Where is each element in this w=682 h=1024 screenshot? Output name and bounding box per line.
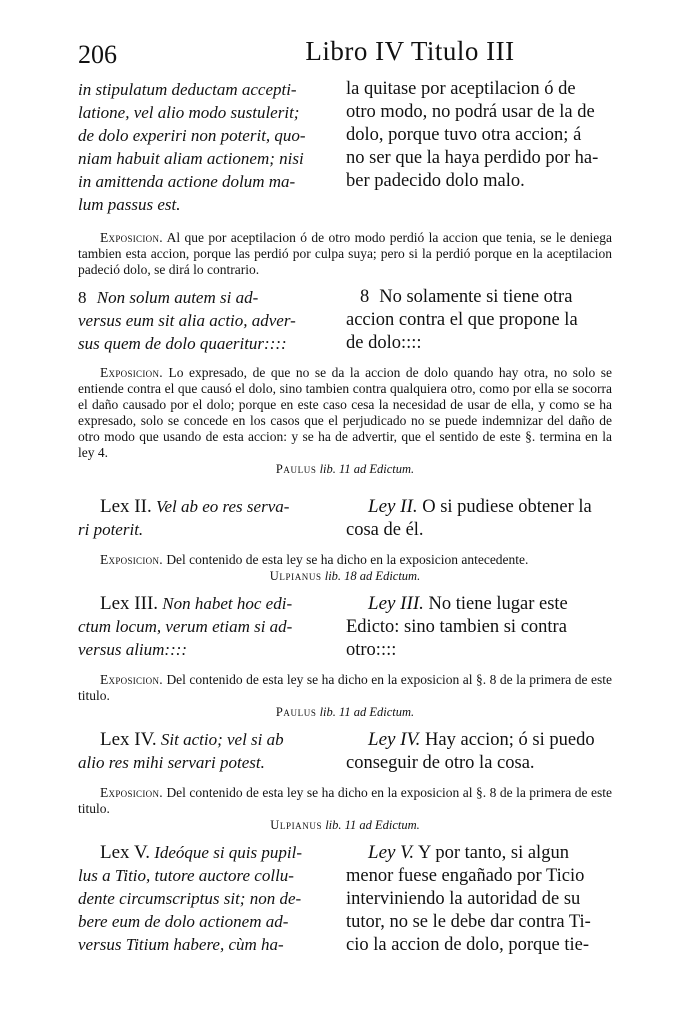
attribution-author: Ulpianus: [269, 569, 322, 583]
paragraph-number: 8: [78, 288, 87, 307]
section-5-columns: [78, 728, 612, 775]
page-number: 206: [78, 40, 117, 69]
spanish-line: ber padecido dolo malo.: [346, 171, 525, 191]
attribution: [78, 818, 612, 833]
section-1-columns: [78, 78, 612, 216]
latin-text: [78, 286, 318, 355]
exposicion-paragraph: [78, 552, 612, 568]
exposicion-text: Del contenido de esta ley se ha dicho en la exposicion al §. 8 de la primera de este titulo.: [78, 785, 613, 816]
latin-line: lum passus est.: [78, 195, 181, 214]
spanish-line: Y por tanto, si algun: [418, 843, 569, 863]
running-title: Libro IV Titulo III: [305, 36, 515, 66]
ley-label: Ley III.: [368, 593, 424, 614]
spanish-text: [346, 495, 612, 542]
latin-text: [78, 495, 318, 542]
latin-line: alio res mihi servari potest.: [78, 753, 265, 772]
latin-line: ctum locum, verum etiam si ad-: [78, 617, 293, 636]
ley-label: Ley IV.: [368, 729, 421, 750]
ley-label: Ley II.: [368, 496, 418, 517]
exposicion-label: Exposicion.: [100, 672, 163, 687]
spanish-line: dolo, porque tuvo otra accion; á: [346, 125, 582, 145]
spanish-line: cio la accion de dolo, porque tie-: [346, 935, 589, 955]
spanish-text: [346, 728, 612, 775]
exposicion-label: Exposicion.: [100, 230, 163, 245]
latin-line: de dolo experiri non poterit, quo-: [78, 126, 306, 145]
spanish-text: [346, 78, 612, 216]
exposicion-paragraph: [78, 672, 612, 704]
attribution-source: lib. 18 ad Edictum.: [324, 569, 421, 583]
spanish-line: accion contra el que propone la: [346, 310, 578, 330]
attribution: [78, 569, 612, 584]
exposicion-paragraph: [78, 365, 612, 461]
spanish-line: no ser que la haya perdido por ha-: [346, 148, 599, 168]
latin-line: dente circumscriptus sit; non de-: [78, 889, 302, 908]
spanish-text: [346, 592, 612, 662]
spanish-line: interviniendo la autoridad de su: [346, 889, 581, 909]
exposicion-text: Del contenido de esta ley se ha dicho en la exposicion al §. 8 de la primera de este titulo.: [78, 672, 613, 703]
spanish-line: de dolo::::: [346, 333, 422, 353]
latin-line: versus eum sit alia actio, adver-: [78, 311, 296, 330]
exposicion-text: Del contenido de esta ley se ha dicho en la exposicion antecedente.: [166, 552, 529, 567]
latin-line: lus a Titio, tutore auctore collu-: [78, 866, 294, 885]
exposicion-text: Al que por aceptilacion ó de otro modo perdió la accion que tenia, se le deniega tambien esta accion, porque las perdió por culpa suya; pero si la perdió porque en la aceptilacion padeció dolo, se dirá lo contrario.: [78, 230, 612, 277]
spanish-line: otro modo, no podrá usar de la de: [346, 102, 595, 122]
attribution-author: Paulus: [275, 462, 317, 476]
latin-line: Ideóque si quis pupil-: [154, 843, 303, 862]
latin-line: latione, vel alio modo sustulerit;: [78, 103, 300, 122]
attribution-source: lib. 11 ad Edictum.: [319, 705, 415, 719]
attribution: [78, 705, 612, 720]
paragraph-number: 8: [360, 287, 370, 307]
spanish-line: O si pudiese obtener la: [422, 497, 592, 517]
latin-text: [78, 841, 318, 957]
section-3-columns: [78, 495, 612, 542]
spanish-text: [346, 286, 612, 355]
page-header: [78, 36, 612, 72]
spanish-line: la quitase por aceptilacion ó de: [346, 79, 576, 99]
section-2-columns: [78, 286, 612, 355]
spanish-text: [346, 841, 612, 957]
exposicion-paragraph: [78, 230, 612, 278]
latin-text: [78, 78, 318, 216]
latin-line: Vel ab eo res serva-: [155, 497, 290, 516]
exposicion-label: Exposicion.: [100, 365, 163, 380]
latin-line: Non solum autem si ad-: [96, 288, 259, 307]
exposicion-label: Exposicion.: [100, 785, 163, 800]
latin-line: niam habuit aliam actionem; nisi: [78, 149, 304, 168]
spanish-line: No tiene lugar este: [428, 594, 568, 614]
lex-label: Lex II.: [100, 496, 152, 517]
section-4-columns: [78, 592, 612, 662]
spanish-line: tutor, no se le debe dar contra Ti-: [346, 912, 591, 932]
spanish-line: No solamente si tiene otra: [379, 287, 573, 307]
ley-label: Ley V.: [368, 842, 415, 863]
spanish-line: otro::::: [346, 640, 397, 660]
spanish-line: menor fuese engañado por Ticio: [346, 866, 585, 886]
latin-line: ri poterit.: [78, 520, 144, 539]
spanish-line: Edicto: sino tambien si contra: [346, 617, 567, 637]
document-page: [78, 36, 612, 957]
lex-label: Lex IV.: [100, 729, 157, 750]
spanish-line: Hay accion; ó si puedo: [425, 730, 595, 750]
latin-line: in stipulatum deductam accepti-: [78, 80, 297, 99]
exposicion-paragraph: [78, 785, 612, 817]
latin-line: versus Titium habere, cùm ha-: [78, 935, 284, 954]
latin-line: in amittenda actione dolum ma-: [78, 172, 296, 191]
exposicion-label: Exposicion.: [100, 552, 163, 567]
latin-line: Sit actio; vel si ab: [160, 730, 284, 749]
lex-label: Lex V.: [100, 842, 150, 863]
section-6-columns: [78, 841, 612, 957]
latin-line: bere eum de dolo actionem ad-: [78, 912, 289, 931]
spanish-line: cosa de él.: [346, 520, 424, 540]
latin-text: [78, 592, 318, 662]
latin-line: versus alium::::: [78, 640, 188, 659]
spanish-line: conseguir de otro la cosa.: [346, 753, 535, 773]
lex-label: Lex III.: [100, 593, 159, 614]
latin-text: [78, 728, 318, 775]
attribution: [78, 462, 612, 477]
attribution-source: lib. 11 ad Edictum.: [325, 818, 420, 832]
latin-line: sus quem de dolo quaeritur::::: [78, 334, 287, 353]
attribution-author: Ulpianus: [270, 818, 323, 832]
attribution-source: lib. 11 ad Edictum.: [319, 462, 415, 476]
exposicion-text: Lo expresado, de que no se da la accion de dolo quando hay otra, no solo se entiende contra el que causó el dolo, sino tambien contra qualquiera otro, como por ella se socorra el daño causado por el dolo; porque en este caso cesa la necesidad de usar de ella, y como se ha expresado, solo se concede en los casos que el perjudicado no se puede indemnizar del daño de otro modo que usando de esta accion: y se ha de advertir, que el sentido de este §. termina en la ley 4.: [78, 365, 612, 460]
latin-line: Non habet hoc edi-: [162, 594, 293, 613]
attribution-author: Paulus: [275, 705, 317, 719]
